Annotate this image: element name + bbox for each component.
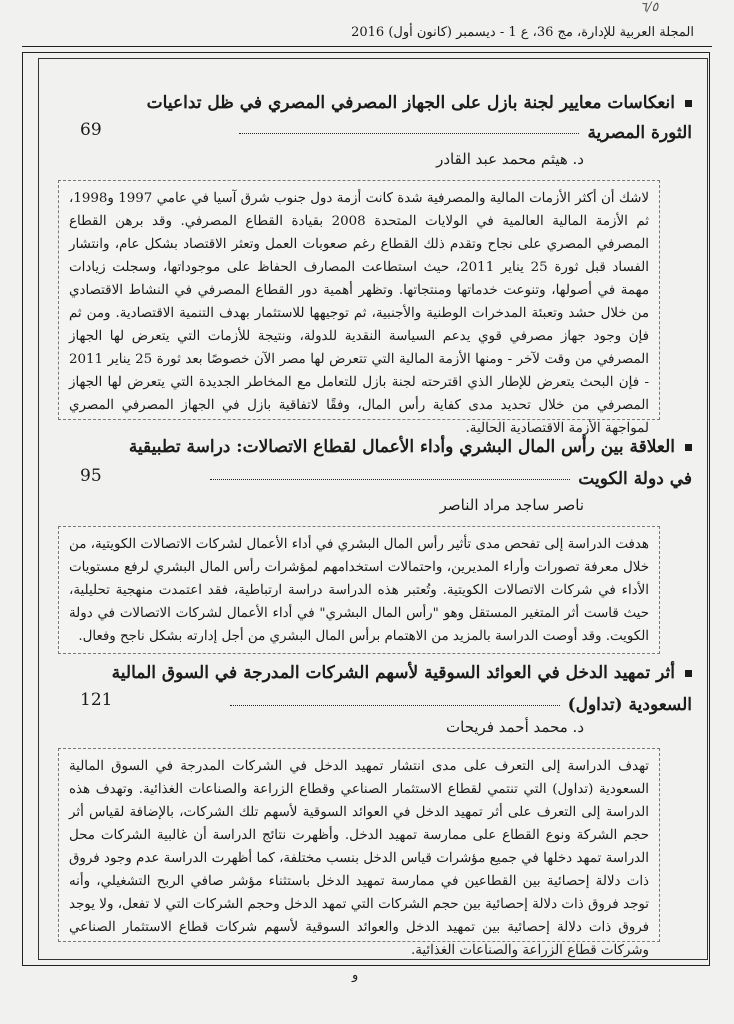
bullet-square-icon: [685, 670, 692, 677]
author-name: ناصر ساجد مراد الناصر: [439, 496, 584, 514]
page-number[interactable]: 95: [80, 466, 102, 486]
article-title[interactable]: أثر تمهيد الدخل في العوائد السوقية لأسهم الشركات المدرجة في السوق المالية: [112, 658, 692, 688]
author-name: د. محمد أحمد فريحات: [446, 718, 584, 736]
article-title-continued[interactable]: الثورة المصرية: [239, 118, 692, 148]
article-title-continued[interactable]: في دولة الكويت: [210, 464, 692, 494]
article-title[interactable]: العلاقة بين رأس المال البشري وأداء الأعمال لقطاع الاتصالات: دراسة تطبيقية: [129, 432, 692, 462]
page-number[interactable]: 121: [80, 690, 113, 710]
dot-leader: [239, 133, 579, 134]
article-title-continued[interactable]: السعودية (تداول): [230, 690, 692, 720]
bullet-square-icon: [685, 100, 692, 107]
dot-leader: [210, 479, 570, 480]
article-abstract: هدفت الدراسة إلى تفحص مدى تأثير رأس المال البشري في أداء الأعمال لشركات الاتصالات الكويتية، من خلال معرفة تصورات وأراء المديرين، واحتمالات استخدامهم لمؤشرات رأس المال البشري لرفع مستويات الأداء في شركات الاتصالات الكويتية. وتُعتبر هذه الدراسة دراسة ارتباطية، فقد اعتمدت منهجية تحليلية، حيث قاست أثر المتغير المستقل وهو "رأس المال البشري" في أداء الأعمال لشركات الاتصالات في دولة الكويت. وقد أوصت الدراسة بالمزيد من الاهتمام برأس المال البشري من أجل إدارته بشكل ناجح وفعال.: [58, 526, 660, 654]
author-name: د. هيثم محمد عبد القادر: [436, 150, 584, 168]
journal-header: المجلة العربية للإدارة، مج 36، ع 1 - ديسمبر (كانون أول) 2016: [351, 25, 694, 40]
handwritten-page-mark: ٦/٥: [640, 0, 659, 15]
footer-page-mark: و: [352, 968, 359, 983]
dot-leader: [230, 705, 560, 706]
article-title[interactable]: انعكاسات معايير لجنة بازل على الجهاز المصرفي المصري في ظل تداعيات: [147, 88, 692, 118]
bullet-square-icon: [685, 444, 692, 451]
article-abstract: تهدف الدراسة إلى التعرف على مدى انتشار تمهيد الدخل في الشركات المدرجة في السوق المالية السعودية (تداول) التي تنتمي لقطاع الاستثمار الصناعي وقطاع الزراعة والصناعات الغذائية. وتهدف هذه الدراسة إلى التعرف على أثر تمهيد الدخل في العوائد السوقية لأسهم تلك الشركات، بالإضافة لقياس أثر حجم الشركة ونوع القطاع على ممارسة تمهيد الدخل. وأظهرت نتائج الدراسة أن غالبية الشركات محل الدراسة تمهد دخلها في جميع مؤشرات قياس الدخل بنسب مختلفة، كما أظهرت الدراسة عدم وجود فروق ذات دلالة إحصائية بين القطاعين في ممارسة تمهيد الدخل باستثناء مؤشر صافي الربح التشغيلي، وأنه توجد فروق ذات دلالة إحصائية بين حجم الشركات التي تمهد الدخل وحجم الشركات التي لا تفعل، ولا يوجد فروق ذات دلالة إحصائية بين تمهيد الدخل والعوائد السوقية لأسهم شركات قطاع الاستثمار الصناعي وشركات قطاع الزراعة والصناعات الغذائية.: [58, 748, 660, 942]
page-number[interactable]: 69: [80, 120, 102, 140]
article-abstract: لاشك أن أكثر الأزمات المالية والمصرفية شدة كانت أزمة دول جنوب شرق آسيا في عامي 1997 و1998، ثم الأزمة المالية العالمية في الولايات المتحدة 2008 بقيادة القطاع المصرفي. وقد برهن القطاع المصرفي المصري على نجاح وتقدم ذلك القطاع رغم صعوبات العمل وتعثر الاقتصاد بشكل عام، وانتشار الفساد قبل ثورة 25 يناير 2011، حيث استطاعت المصارف الحفاظ على موجوداتها، وسجلت زيادات مهمة في أصولها، وتنوعت خدماتها ومنتجاتها. وتظهر أهمية دور القطاع المصرفي في النشاط الاقتصادي من خلال حشد وتعبئة المدخرات الوطنية والأجنبية، ثم توجيهها للاستثمار بهدف التنمية الاقتصادية. ومن ثم فإن وجود جهاز مصرفي قوي يدعم السياسة النقدية للدولة، ونتيجة للأزمات التي يتعرض لها الجهاز المصرفي من وقت لآخر - ومنها الأزمة المالية التي تتعرض لها مصر الآن خصوصًا بعد ثورة 25 يناير 2011 - فإن البحث يتعرض للإطار الذي اقترحته لجنة بازل للتعامل مع المخاطر الجديدة التي يتعرض لها الجهاز المصرفي من خلال تحديد مدى كفاية رأس المال، وفقًا لاتفاقية بازل في الجهاز المصرفي المصري لمواجهة الأزمة الاقتصادية الحالية.: [58, 180, 660, 420]
header-divider: [22, 46, 712, 47]
